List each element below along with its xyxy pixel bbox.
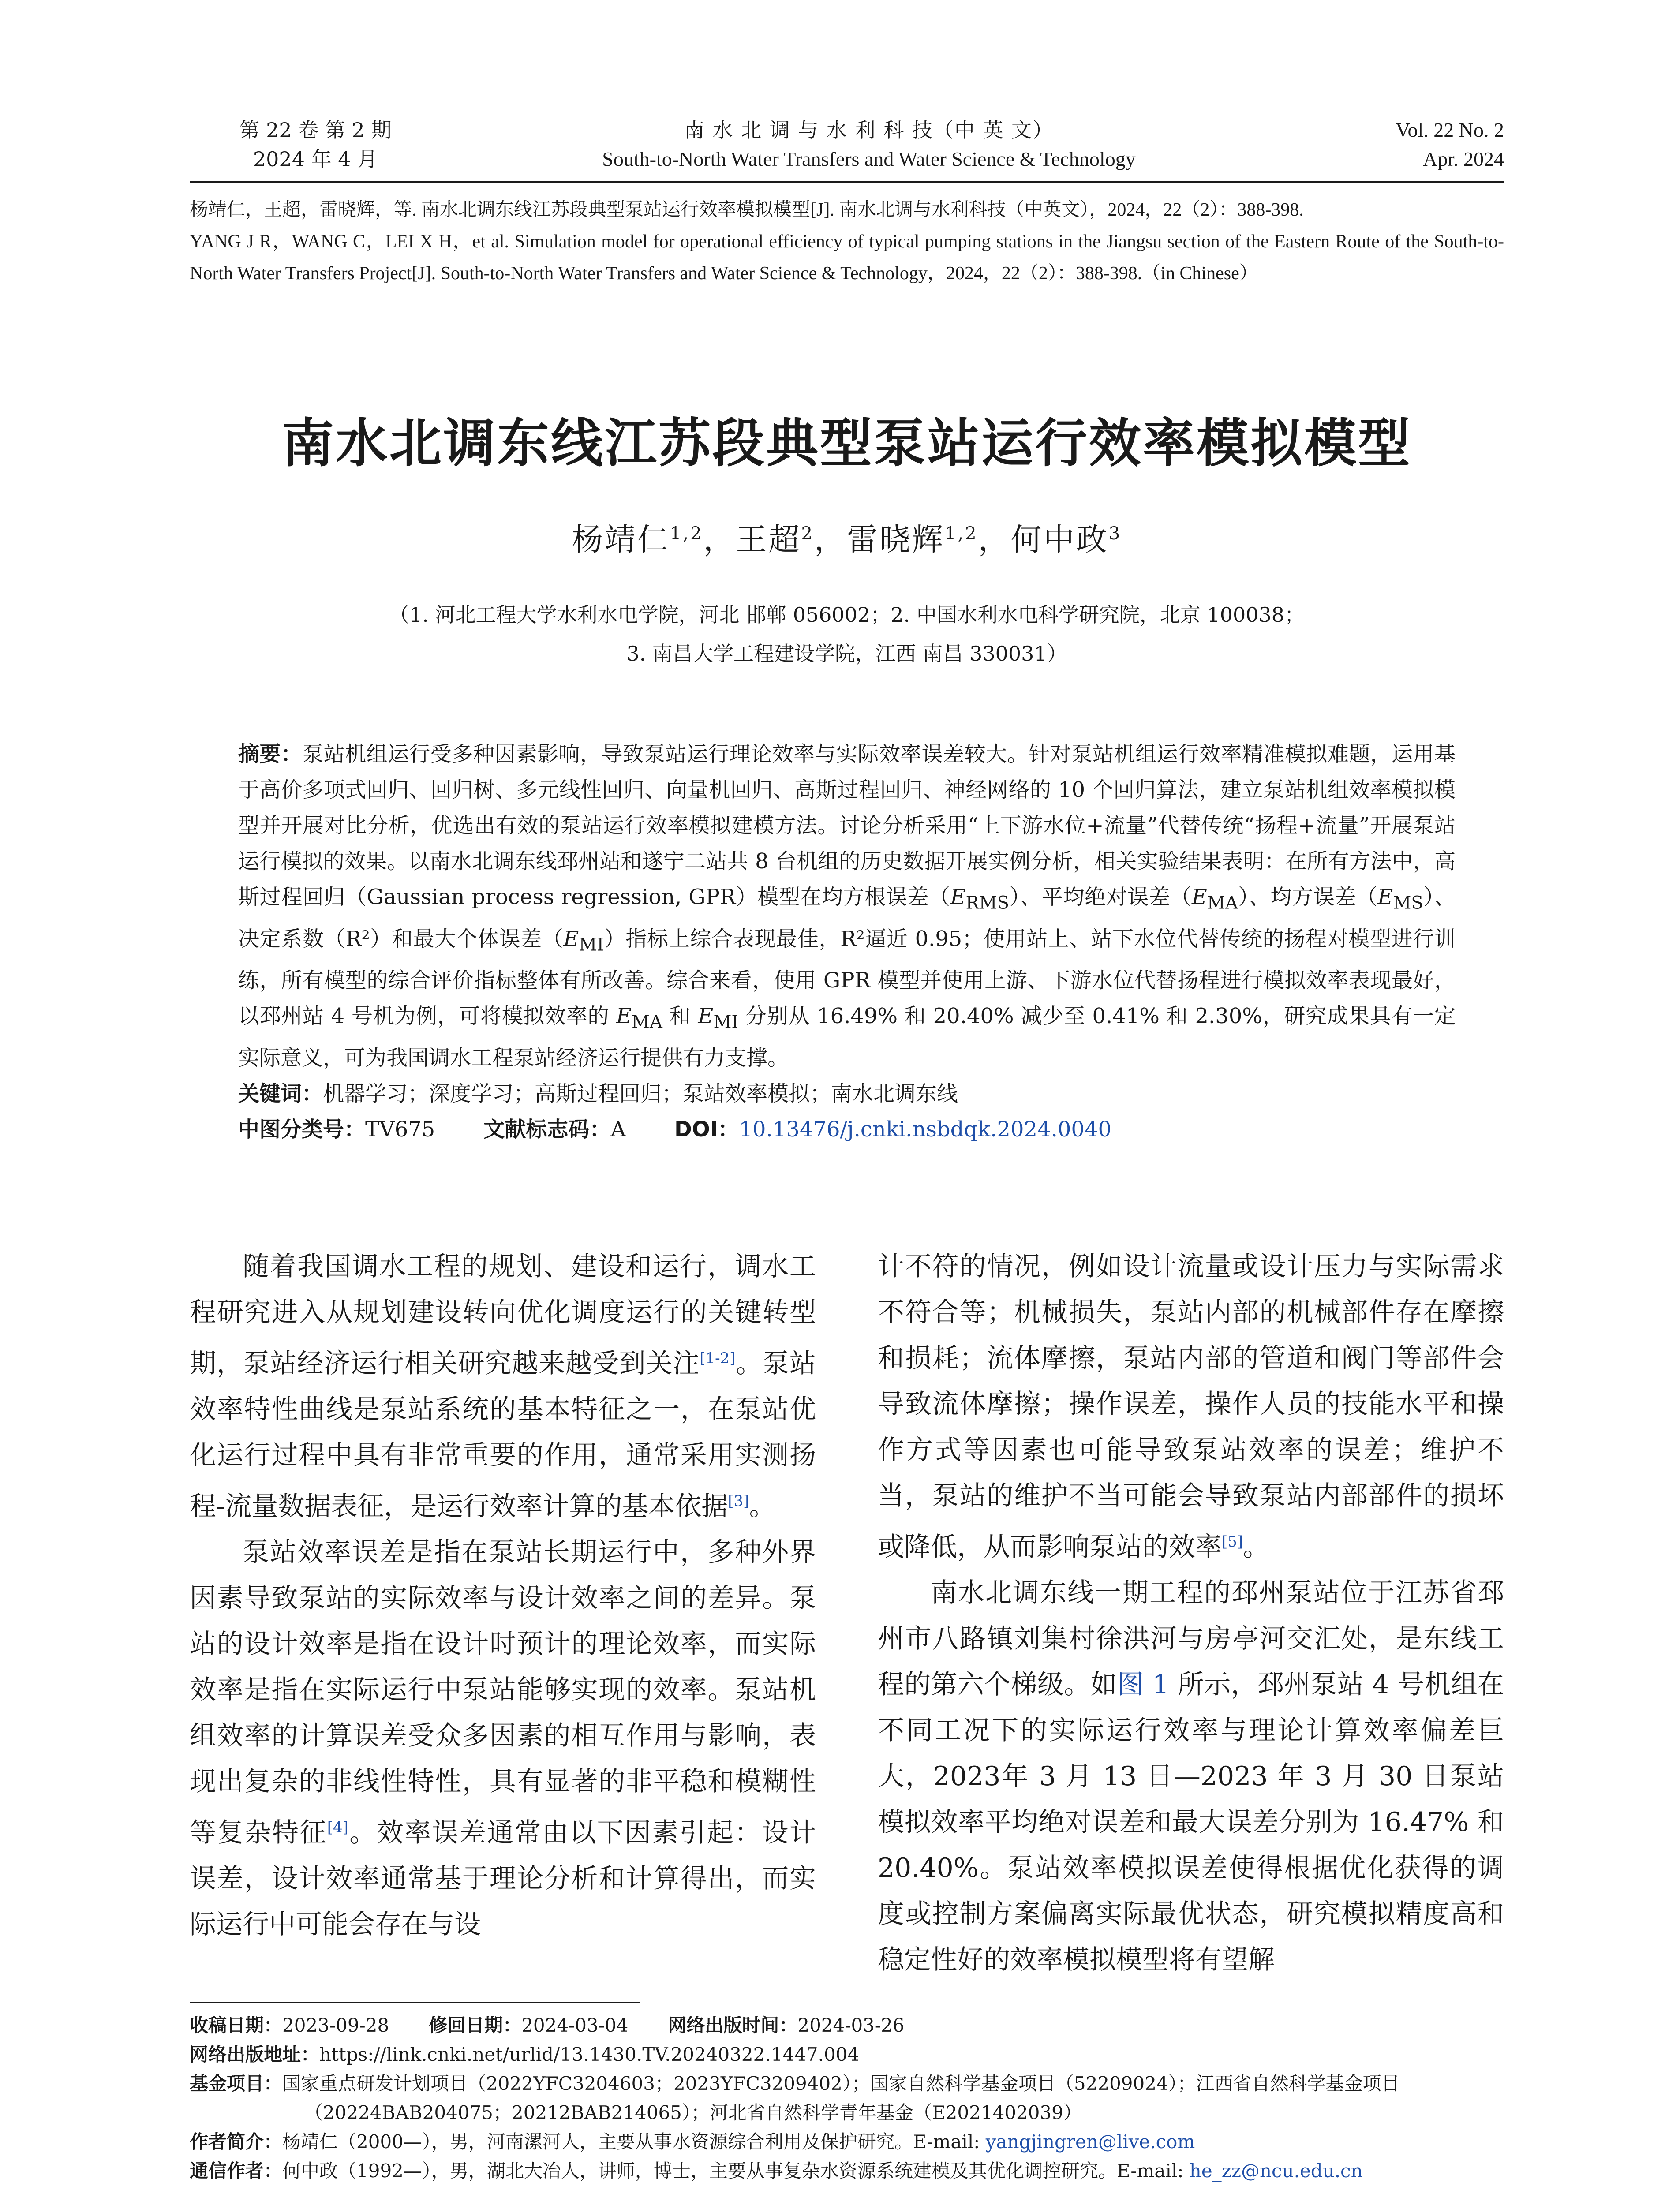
reference-link[interactable]: [1-2] [700,1349,736,1367]
paper-title: 南水北调东线江苏段典型泵站运行效率模拟模型 [281,413,1412,474]
journal-name-cn: 南 水 北 调 与 水 利 科 技（中 英 文） [684,118,1054,142]
classification-line [238,1112,1456,1147]
abstract-label: 摘要： [238,742,303,766]
abstract: 摘要：泵站机组运行受多种因素影响，导致泵站运行理论效率与实际效率误差较大。针对泵站机组运行效率精准模拟难题，运用基于高价多项式回归、回归树、多元线性回归、向量机回归、高斯过程回归、神经网络的 10 个回归算法，建立泵站机组效率模拟模型并开展对比分析，优选出有效的泵站运行效率模拟建模方法。讨论分析采用“上下游水位+流量”代替传统“扬程+流量”开展泵站运行模拟的效果。以南水北调东线邳州站和遂宁二站共 8 台机组的历史数据开展实例分析，相关实验结果表明：在所有方法中，高斯过程回归（Gaussian process regression, GPR）模型在均方根误差$(E_{RMS})$、平均绝对误差$(E_{MA})$、均方误差$(E_{MS})$、决定系数（R²）和最大个体误差$(E_{MI})$指标上综合表现最佳，R²逼近 0.95；使用站上、站下水位代替传统的扬程对模型进行训练，所有模型的综合评价指标整体有所改善。综合来看，使用 GPR 模型并使用上游、下游水位代替扬程进行模拟效率表现最好，以邳州站 4 号机为例，可将模拟效率的 $E_{MA}$ 和 $E_{MI}$ 分别从 16.49% 和 20.40% 减少至 0.41% 和 2.30%，研究成果具有一定实际意义，可为我国调水工程泵站经济运行提供有力支撑。 [238,742,1456,1070]
running-header-right [1301,116,1504,174]
author-bio-line: 作者简介：杨靖仁（2000—），男，河南漯河人，主要从事水资源综合利用及保护研究。E-mail: yangjingren@live.com [190,2131,1195,2153]
online-url: https://link.cnki.net/urlid/13.1430.TV.20240322.1447.004 [319,2044,860,2065]
abstract-block [238,736,1456,1147]
clc-label: 中图分类号： [238,1117,366,1142]
author-affil-mark: 2 [801,523,814,544]
dates-line: 收稿日期：2023-09-28 修回日期：2024-03-04 网络出版时间：2024-03-26 [190,2014,905,2036]
author-email-link[interactable]: yangjingren@live.com [985,2131,1195,2153]
author-affil-mark: 1,2 [670,523,703,544]
author-affil-mark: 1,2 [945,523,978,544]
clc-value: TV675 [365,1117,435,1142]
body-paragraph: 计不符的情况，例如设计流量或设计压力与实际需求不符合等；机械损失，泵站内部的机械部件存在摩擦和损耗；流体摩擦，泵站内部的管道和阀门等部件会导致流体摩擦；操作误差，操作人员的技能水平和操作方式等因素也可能导致泵站效率的误差；维护不当，泵站的维护不当可能会导致泵站内部部件的损坏或降低，从而影响泵站的效率[5]。 [878,1251,1504,1562]
body-paragraph: 随着我国调水工程的规划、建设和运行，调水工程研究进入从规划建设转向优化调度运行的关键转型期，泵站经济运行相关研究越来越受到关注[1-2]。泵站效率特性曲线是泵站系统的基本特征之一，在泵站优化运行过程中具有非常重要的作用，通常采用实测扬程-流量数据表征，是运行效率计算的基本依据[3]。 [190,1251,816,1522]
body-paragraph: 南水北调东线一期工程的邳州泵站位于江苏省邳州市八路镇刘集村徐洪河与房亭河交汇处，是东线工程的第六个梯级。如图 1 所示，邳州泵站 4 号机组在不同工况下的实际运行效率与理论计算效率偏差巨大，2023年 3 月 13 日—2023 年 3 月 30 日泵站模拟效率平均绝对误差和最大误差分别为 16.47% 和 20.40%。泵站效率模拟误差使得根据优化获得的调度或控制方案偏离实际最优状态，研究模拟精度高和稳定性好的效率模拟模型将有望解 [878,1577,1504,1975]
running-header-left [223,116,408,174]
received-date: 2023-09-28 [282,2014,389,2036]
author-list [190,512,1504,561]
citation-block [190,194,1504,289]
affiliation-line: （1. 河北工程大学水利水电学院，河北 邯郸 056002；2. 中国水利水电科学研究院，北京 100038； [389,603,1305,627]
doi-label: DOI： [674,1117,739,1142]
reference-link[interactable]: [4] [327,1819,348,1836]
body-paragraph: 泵站效率误差是指在泵站长期运行中，多种外界因素导致泵站的实际效率与设计效率之间的差异。泵站的设计效率是指在设计时预计的理论效率，而实际效率是指在实际运行中泵站能够实现的效率。泵站机组效率的计算误差受众多因素的相互作用与影响，表现出复杂的非线性特性，具有显著的非平稳和模糊性等复杂特征[4]。效率误差通常由以下因素引起：设计误差，设计效率通常基于理论分析和计算得出，而实际运行中可能会存在与设 [190,1537,816,1940]
volume-issue-en: Vol. 22 No. 2 [1396,119,1504,141]
author-name: 王超 [736,521,801,558]
author-separator: ， [978,521,1011,558]
keywords [238,1076,1456,1112]
footnote-rule [190,2002,640,2003]
body-column-left [190,1244,816,1947]
footnotes [190,2011,1504,2186]
corresponding-author-line: 通信作者：何中政（1992—），男，湖北大冶人，讲师，博士，主要从事复杂水资源系统建模及其优化调控研究。E-mail: he_zz@ncu.edu.cn [190,2160,1363,2182]
author-separator: ， [703,521,736,558]
keywords-label: 关键词： [238,1081,323,1106]
corresponding-email-link[interactable]: he_zz@ncu.edu.cn [1189,2160,1363,2182]
journal-name-en: South-to-North Water Transfers and Water Science & Technology [602,148,1136,170]
author-name: 何中政 [1010,521,1109,558]
reference-link[interactable]: [3] [728,1492,749,1510]
volume-issue: 第 22 卷 第 2 期 [239,118,392,142]
reference-link[interactable]: [5] [1222,1533,1243,1551]
doc-code-value: A [610,1117,626,1142]
running-header-center [547,116,1191,174]
keywords-text: 机器学习；深度学习；高斯过程回归；泵站效率模拟；南水北调东线 [323,1081,958,1106]
figure-link[interactable]: 图 1 [1117,1669,1169,1700]
doc-code-label: 文献标志码： [483,1117,611,1142]
affiliations [190,595,1504,673]
fund-text: 国家重点研发计划项目（2022YFC3204603；2023YFC3209402）；国家自然科学基金项目（52209024）；江西省自然科学基金项目 [282,2073,1400,2094]
fund-line-cont: （20224BAB204075；20212BAB214065）；河北省自然科学青年基金（E2021402039） [304,2102,1082,2123]
author-name: 雷晓辉 [847,521,945,558]
issue-date-en: Apr. 2024 [1423,148,1504,170]
revised-date: 2024-03-04 [521,2014,629,2036]
header-rule [190,181,1504,183]
author-name: 杨靖仁 [572,521,670,558]
online-date: 2024-03-26 [797,2014,905,2036]
body-column-right [878,1244,1504,1983]
author-affil-mark: 3 [1108,523,1122,544]
citation-cn: 杨靖仁，王超，雷晓辉，等. 南水北调东线江苏段典型泵站运行效率模拟模型[J]. 南水北调与水利科技（中英文），2024，22（2）：388-398. [190,200,1304,220]
issue-date: 2024 年 4 月 [253,147,378,171]
citation-en: YANG J R，WANG C，LEI X H，et al. Simulation model for operational efficiency of typical pumping stations in the Jiangsu section of the Eastern Route of the South-to-North Water Transfers Project[J]. South-to-North Water Transfers and Water Science & Technology，2024，22（2）：388-398.（in Chinese） [190,232,1504,284]
online-url-line: 网络出版地址：https://link.cnki.net/urlid/13.1430.TV.20240322.1447.004 [190,2044,860,2065]
fund-line: 基金项目：国家重点研发计划项目（2022YFC3204603；2023YFC3209402）；国家自然科学基金项目（52209024）；江西省自然科学基金项目 [190,2073,1400,2094]
author-separator: ， [814,521,847,558]
affiliation-line: 3. 南昌大学工程建设学院，江西 南昌 330031） [626,642,1067,665]
doi-link[interactable]: 10.13476/j.cnki.nsbdqk.2024.0040 [739,1117,1111,1142]
